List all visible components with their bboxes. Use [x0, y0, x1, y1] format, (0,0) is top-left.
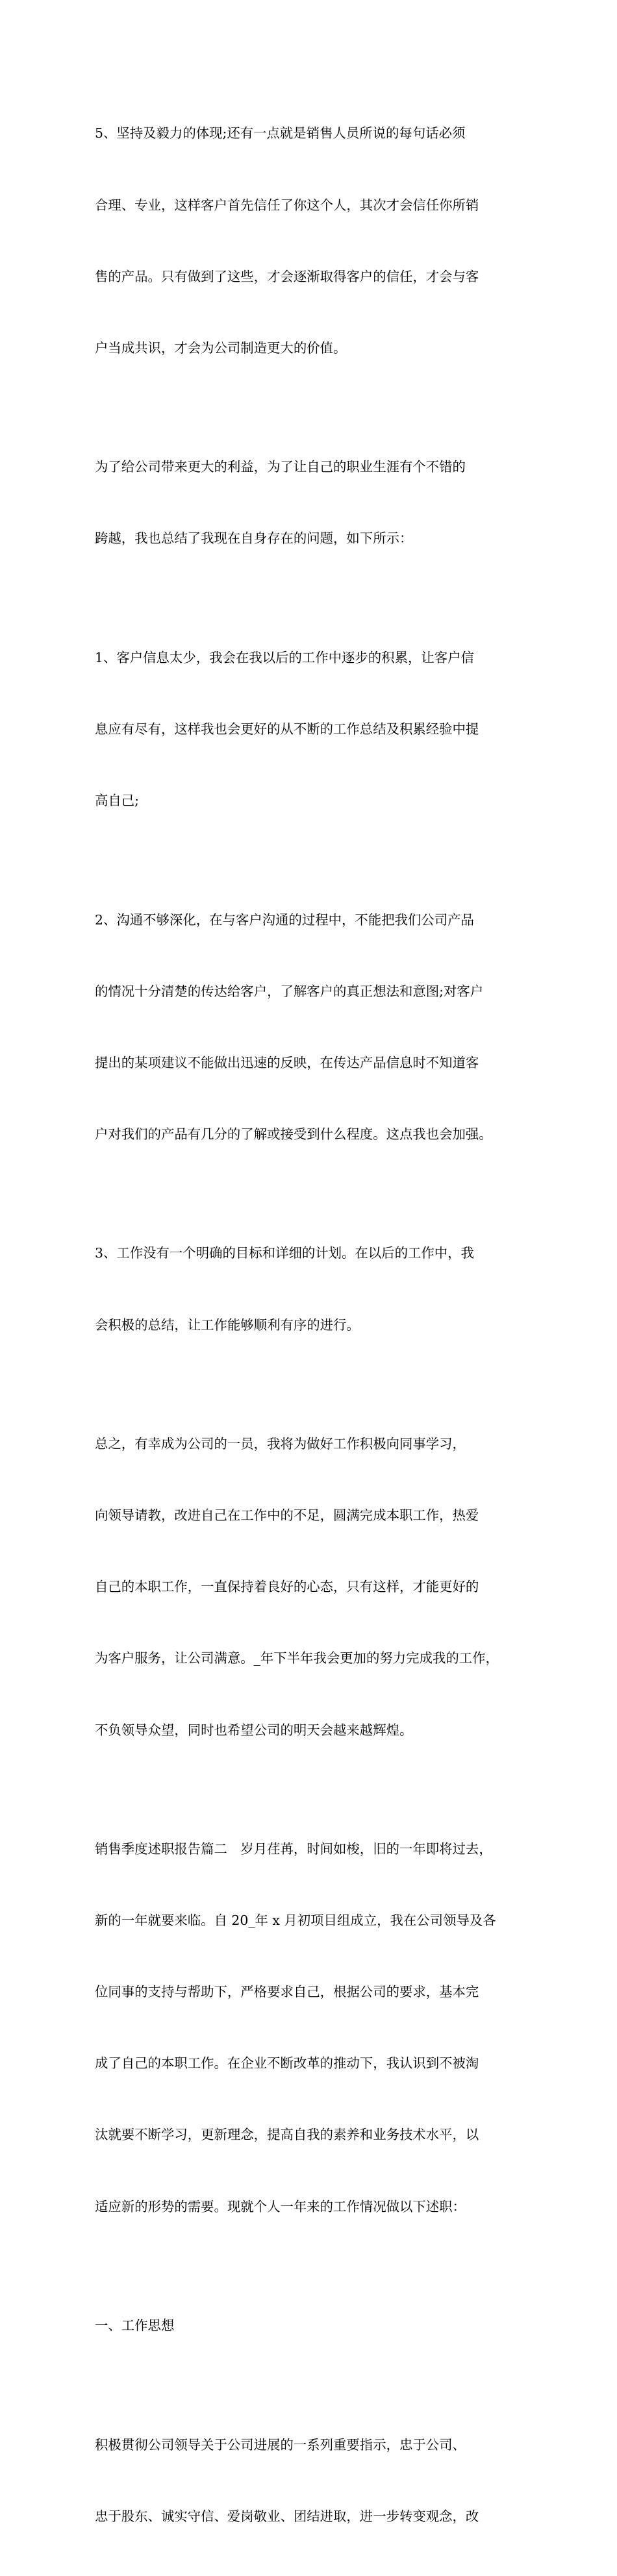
text-line: 自己的本职工作，一直保持着良好的心态，只有这样，才能更好的 — [95, 1579, 479, 1595]
paragraph — [95, 1790, 531, 2266]
text-line: 忠于股东、诚实守信、爱岗敬业、团结进取，进一步转变观念，改 — [95, 2508, 479, 2524]
paragraph — [95, 408, 531, 599]
paragraph — [95, 1385, 531, 1790]
text-line: 跨越，我也总结了我现在自身存在的问题，如下所示： — [95, 530, 413, 547]
text-line: 2、沟通不够深化，在与客户沟通的过程中，不能把我们公司产品 — [95, 911, 474, 928]
text-line: 积极贯彻公司领导关于公司进展的一系列重要指示，忠于公司、 — [95, 2436, 466, 2453]
text-line: 新的一年就要来临。自 20_年 x 月初项目组成立，我在公司领导及各 — [95, 1913, 496, 1929]
text-line: 提出的某项建议不能做出迅速的反映，在传达产品信息时不知道客 — [95, 1054, 479, 1071]
text-line: 成了自己的本职工作。在企业不断改革的推动下，我认识到不被淘 — [95, 2055, 479, 2072]
text-line: 售的产品。只有做到了这些，才会逐渐取得客户的信任，才会与客 — [95, 268, 479, 284]
text-line: 合理、专业，这样客户首先信任了你这个人，其次才会信任你所销 — [95, 197, 479, 213]
text-line: 向领导请教，改进自己在工作中的不足，圆满完成本职工作，热爱 — [95, 1507, 479, 1524]
text-line: 总之，有幸成为公司的一员，我将为做好工作积极向同事学习， — [95, 1436, 466, 1452]
paragraph — [95, 598, 531, 860]
text-line: 3、工作没有一个明确的目标和详细的计划。在以后的工作中，我 — [95, 1245, 474, 1261]
text-line: 一、工作思想 — [95, 2318, 175, 2334]
text-line: 销售季度述职报告篇二 岁月荏苒，时间如梭，旧的一年即将过去， — [95, 1841, 492, 1857]
text-line: 为客户服务，让公司满意。_年下半年我会更加的努力完成我的工作， — [95, 1650, 499, 1666]
paragraph — [95, 2385, 531, 2576]
text-line: 户当成共识，才会为公司制造更大的价值。 — [95, 340, 347, 356]
paragraph — [95, 74, 531, 408]
paragraph — [95, 1194, 531, 1385]
text-line: 户对我们的产品有几分的了解或接受到什么程度。这点我也会加强。 — [95, 1126, 492, 1142]
text-line: 汰就要不断学习，更新理念，提高自我的素养和业务技术水平，以 — [95, 2127, 479, 2143]
text-line: 为了给公司带来更大的利益，为了让自己的职业生涯有个不错的 — [95, 459, 466, 475]
text-line: 会积极的总结，让工作能够顺利有序的进行。 — [95, 1317, 360, 1333]
text-line: 不负领导众望，同时也希望公司的明天会越来越辉煌。 — [95, 1722, 413, 1738]
paragraph — [95, 860, 531, 1194]
text-line: 高自己; — [95, 793, 140, 809]
text-line: 的情况十分清楚的传达给客户，了解客户的真正想法和意图;对客户 — [95, 983, 484, 999]
text-line: 息应有尽有，这样我也会更好的从不断的工作总结及积累经验中提 — [95, 721, 479, 737]
text-line: 适应新的形势的需要。现就个人一年来的工作情况做以下述职： — [95, 2198, 466, 2214]
document-body — [95, 74, 531, 2576]
section-heading — [95, 2266, 531, 2386]
text-line: 位同事的支持与帮助下，严格要求自己，根据公司的要求，基本完 — [95, 1984, 479, 2000]
text-line: 1、客户信息太少，我会在我以后的工作中逐步的积累，让客户信 — [95, 649, 474, 665]
text-line: 5、坚持及毅力的体现;还有一点就是销售人员所说的每句话必须 — [95, 125, 466, 142]
